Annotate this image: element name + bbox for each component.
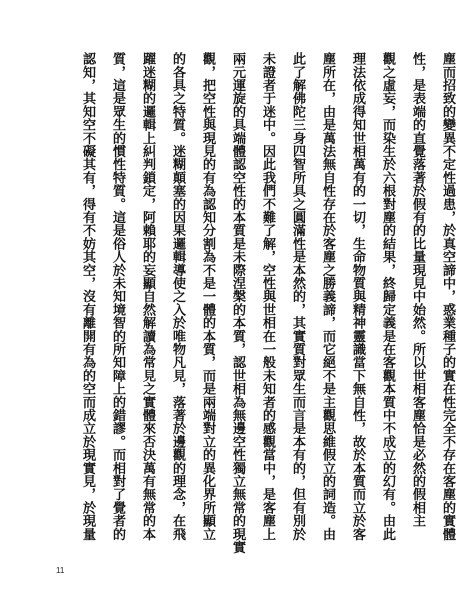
text-column-5: 塵所在，由是萬法無自性存在於客塵之勝義諦，而它絕不是主觀思維假立的詞造。由 xyxy=(320,52,335,541)
text-column-13: 認知，其知空不礙其有，得有不妨其空，沒有離開有為的空而成立於現實見，於現量 xyxy=(80,52,95,541)
text-column-12: 質，這是眾生的慣性特質。這是俗人於未知境智的所知障上的錯謬。而相對了覺者的 xyxy=(110,52,125,541)
text-column-1: 塵而招致的變異不定性過患，於真空諦中，惑業種子的實在性完全不存在客塵的實體 xyxy=(440,52,455,541)
text-column-8: 兩元運旋的具端體認空性的本質是未際涅槃的本質，認世相為無邊空性獨立無常的現實 xyxy=(230,52,245,554)
vertical-text-body xyxy=(72,52,462,562)
text-column-3: 觀之虛妄，而染生於六根對塵的結果，終歸定義是在客觀本質中不成立的幻有。由此 xyxy=(380,52,395,541)
text-column-11: 躍迷糊的邏輯上糾判鎖定，阿賴耶的妄顯自然解讀為常見之實體來否決萬有無常的本 xyxy=(140,52,155,541)
text-column-4: 理法依成得知世相萬有的一切，生命物質與精神靈識當下無自性，故於本質而立於客 xyxy=(350,52,365,541)
text-column-2: 性，是表端的直覺落著於假有的比量現見中始然。所以世相客塵恰是必然的假相主 xyxy=(410,52,425,528)
text-column-9: 觀，把空性與現見的有為認知分割為不是一體的本質，而是兩端對立的異化界所顯立 xyxy=(200,52,215,541)
text-column-7: 未證者于迷中。因此我們不難了解，空性與世相在一般未知者的感觀當中，是客塵上 xyxy=(260,52,275,541)
text-column-10: 的各具之特質。迷糊顛塞的因果邏輯導使之入於唯物凡見，落著於邊觀的理念，在飛 xyxy=(170,52,185,541)
page-number: 11 xyxy=(56,566,65,575)
text-column-6: 此了解佛陀三身四智所具之圓滿性是本然的，其實質對眾生而言是本有的，但有別於 xyxy=(290,52,305,541)
